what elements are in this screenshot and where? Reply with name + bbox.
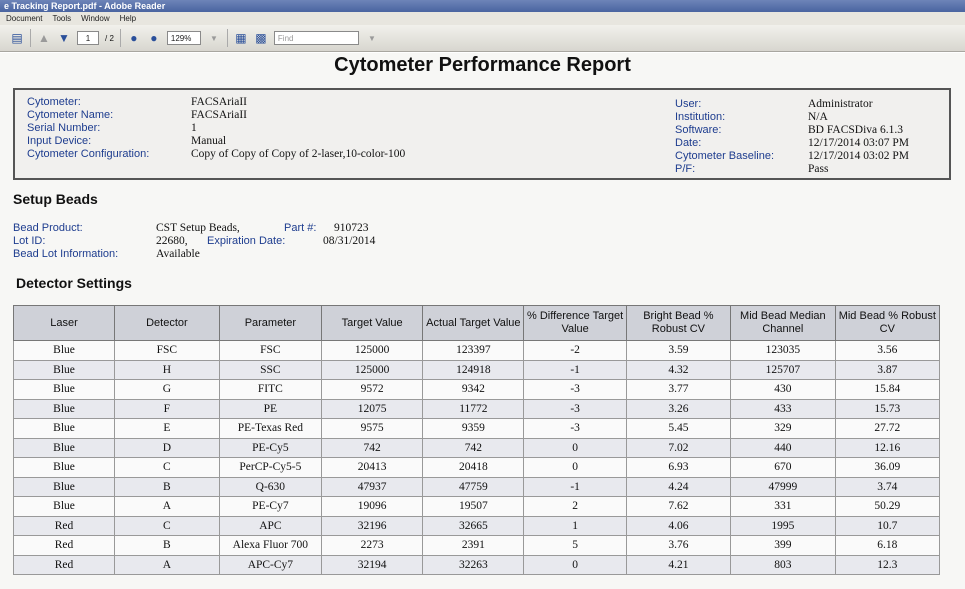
table-cell: 32194 — [322, 555, 423, 575]
bead-product-value: CST Setup Beads, — [156, 222, 240, 234]
table-cell: PE-Texas Red — [219, 419, 321, 439]
table-row — [14, 516, 940, 536]
table-row — [14, 477, 940, 497]
toolbar-separator — [30, 29, 31, 47]
table-cell: 3.76 — [626, 536, 730, 556]
bead-lot-info-value: Available — [156, 248, 200, 260]
menu-document[interactable]: Document — [6, 14, 43, 23]
table-cell: 32263 — [423, 555, 524, 575]
table-cell: 47759 — [423, 477, 524, 497]
table-cell: 3.59 — [626, 341, 730, 361]
table-cell: Blue — [14, 341, 115, 361]
table-cell: 15.84 — [835, 380, 939, 400]
cytometer-name-value: FACSAriaII — [191, 109, 248, 121]
page-number-input[interactable]: 1 — [77, 31, 99, 45]
setup-beads-info — [13, 222, 513, 262]
toolbar — [0, 25, 965, 52]
column-header: Actual Target Value — [423, 306, 524, 341]
table-cell: PE — [219, 399, 321, 419]
column-header: Bright Bead % Robust CV — [626, 306, 730, 341]
expiration-date-label: Expiration Date: — [207, 235, 286, 247]
user-label: User: — [675, 98, 702, 110]
table-cell: 440 — [731, 438, 836, 458]
configuration-value: Copy of Copy of Copy of 2-laser,10-color-100 — [191, 148, 406, 160]
date-label: Date: — [675, 137, 702, 149]
table-row — [14, 419, 940, 439]
pass-fail-value: Pass — [808, 163, 829, 175]
table-cell: 2 — [524, 497, 626, 517]
input-device-value: Manual — [191, 135, 227, 147]
table-cell: APC-Cy7 — [219, 555, 321, 575]
table-cell: B — [115, 536, 220, 556]
table-cell: G — [115, 380, 220, 400]
column-header: Parameter — [219, 306, 321, 341]
baseline-label: Cytometer Baseline: — [675, 150, 775, 162]
table-cell: 32665 — [423, 516, 524, 536]
table-cell: 6.93 — [626, 458, 730, 478]
table-cell: 0 — [524, 438, 626, 458]
table-cell: 47999 — [731, 477, 836, 497]
software-value: BD FACSDiva 6.1.3 — [808, 124, 903, 136]
zoom-dropdown-icon[interactable]: ▼ — [209, 33, 218, 43]
table-cell: 7.62 — [626, 497, 730, 517]
table-cell: 2391 — [423, 536, 524, 556]
table-cell: 9359 — [423, 419, 524, 439]
institution-label: Institution: — [675, 111, 726, 123]
table-cell: E — [115, 419, 220, 439]
user-value: Administrator — [808, 98, 873, 110]
lot-id-label: Lot ID: — [13, 235, 46, 247]
table-cell: Blue — [14, 497, 115, 517]
table-cell: 4.06 — [626, 516, 730, 536]
table-cell: 3.26 — [626, 399, 730, 419]
fit-page-icon[interactable]: ▦ — [235, 31, 247, 45]
detector-settings-heading: Detector Settings — [16, 275, 132, 291]
table-cell: Blue — [14, 399, 115, 419]
menu-window[interactable]: Window — [81, 14, 110, 23]
menu-tools[interactable]: Tools — [52, 14, 72, 23]
table-cell: H — [115, 360, 220, 380]
table-cell: SSC — [219, 360, 321, 380]
pass-fail-label: P/F: — [675, 163, 696, 175]
page-total: / 2 — [105, 33, 114, 43]
setup-beads-heading: Setup Beads — [13, 191, 98, 207]
table-cell: PE-Cy7 — [219, 497, 321, 517]
table-cell: 3.87 — [835, 360, 939, 380]
table-cell: 5 — [524, 536, 626, 556]
table-cell: -1 — [524, 477, 626, 497]
serial-number-value: 1 — [191, 122, 197, 134]
table-cell: Blue — [14, 477, 115, 497]
table-cell: 430 — [731, 380, 836, 400]
input-device-label: Input Device: — [27, 135, 92, 147]
table-cell: 0 — [524, 555, 626, 575]
table-cell: C — [115, 458, 220, 478]
table-cell: 3.77 — [626, 380, 730, 400]
menu-help[interactable]: Help — [119, 14, 137, 23]
table-cell: 2273 — [322, 536, 423, 556]
cytometer-info-box — [13, 88, 951, 180]
serial-number-label: Serial Number: — [27, 122, 101, 134]
table-cell: 19096 — [322, 497, 423, 517]
table-cell: 4.21 — [626, 555, 730, 575]
baseline-value: 12/17/2014 03:02 PM — [808, 150, 909, 162]
table-cell: 125707 — [731, 360, 836, 380]
table-cell: B — [115, 477, 220, 497]
table-cell: 9572 — [322, 380, 423, 400]
table-cell: Red — [14, 516, 115, 536]
detector-table-body — [14, 341, 940, 575]
table-cell: 47937 — [322, 477, 423, 497]
table-cell: 3.74 — [835, 477, 939, 497]
table-cell: 125000 — [322, 360, 423, 380]
table-cell: Alexa Fluor 700 — [219, 536, 321, 556]
table-cell: 36.09 — [835, 458, 939, 478]
table-cell: -2 — [524, 341, 626, 361]
column-header: Mid Bead Median Channel — [731, 306, 836, 341]
institution-value: N/A — [808, 111, 828, 123]
table-cell: APC — [219, 516, 321, 536]
open-file-icon[interactable]: ▤ — [11, 31, 23, 45]
table-header-row — [14, 306, 940, 341]
configuration-label: Cytometer Configuration: — [27, 148, 150, 160]
table-cell: FSC — [219, 341, 321, 361]
zoom-level-input[interactable]: 129% — [167, 31, 201, 45]
table-cell: 7.02 — [626, 438, 730, 458]
column-header: Laser — [14, 306, 115, 341]
table-cell: 433 — [731, 399, 836, 419]
zoom-in-icon[interactable]: ● — [150, 31, 158, 45]
column-header: % Difference Target Value — [524, 306, 626, 341]
table-row — [14, 360, 940, 380]
table-cell: Red — [14, 536, 115, 556]
table-cell: -1 — [524, 360, 626, 380]
table-cell: Blue — [14, 419, 115, 439]
table-cell: 6.18 — [835, 536, 939, 556]
table-cell: 125000 — [322, 341, 423, 361]
table-cell: -3 — [524, 419, 626, 439]
table-row — [14, 497, 940, 517]
table-cell: 803 — [731, 555, 836, 575]
table-cell: A — [115, 497, 220, 517]
table-cell: 331 — [731, 497, 836, 517]
software-label: Software: — [675, 124, 722, 136]
column-header: Detector — [115, 306, 220, 341]
find-dropdown-icon[interactable]: ▼ — [367, 33, 376, 43]
table-cell: 12075 — [322, 399, 423, 419]
table-cell: C — [115, 516, 220, 536]
table-cell: 742 — [423, 438, 524, 458]
bead-lot-info-label: Bead Lot Information: — [13, 248, 119, 260]
window-title: e Tracking Report.pdf - Adobe Reader — [4, 1, 166, 11]
table-cell: 27.72 — [835, 419, 939, 439]
table-cell: 1 — [524, 516, 626, 536]
table-cell: 124918 — [423, 360, 524, 380]
zoom-out-icon[interactable]: ● — [130, 31, 138, 45]
table-row — [14, 555, 940, 575]
bead-product-label: Bead Product: — [13, 222, 83, 234]
window-title-bar — [0, 0, 965, 12]
part-number-value: 910723 — [334, 222, 369, 234]
table-cell: 11772 — [423, 399, 524, 419]
table-cell: Blue — [14, 380, 115, 400]
cytometer-value: FACSAriaII — [191, 96, 248, 108]
table-cell: A — [115, 555, 220, 575]
table-cell: -3 — [524, 380, 626, 400]
find-input[interactable]: Find — [274, 31, 359, 45]
table-cell: 20413 — [322, 458, 423, 478]
date-value: 12/17/2014 03:07 PM — [808, 137, 909, 149]
table-cell: 9342 — [423, 380, 524, 400]
table-row — [14, 399, 940, 419]
column-header: Target Value — [322, 306, 423, 341]
table-cell: 32196 — [322, 516, 423, 536]
table-cell: FITC — [219, 380, 321, 400]
cytometer-name-label: Cytometer Name: — [27, 109, 114, 121]
table-cell: 9575 — [322, 419, 423, 439]
table-cell: 12.3 — [835, 555, 939, 575]
table-cell: 742 — [322, 438, 423, 458]
previous-page-icon[interactable]: ▲ — [38, 31, 50, 45]
table-cell: 19507 — [423, 497, 524, 517]
table-cell: 399 — [731, 536, 836, 556]
lot-id-value: 22680, — [156, 235, 188, 247]
table-row — [14, 341, 940, 361]
table-row — [14, 380, 940, 400]
table-cell: 0 — [524, 458, 626, 478]
table-cell: Blue — [14, 438, 115, 458]
table-row — [14, 458, 940, 478]
part-number-label: Part #: — [284, 222, 317, 234]
table-cell: D — [115, 438, 220, 458]
table-cell: 4.32 — [626, 360, 730, 380]
toolbar-separator — [120, 29, 121, 47]
table-cell: 670 — [731, 458, 836, 478]
table-cell: 329 — [731, 419, 836, 439]
table-cell: 12.16 — [835, 438, 939, 458]
table-cell: 3.56 — [835, 341, 939, 361]
table-cell: 5.45 — [626, 419, 730, 439]
table-cell: Blue — [14, 360, 115, 380]
table-cell: 1995 — [731, 516, 836, 536]
toolbar-separator — [227, 29, 228, 47]
table-cell: -3 — [524, 399, 626, 419]
table-cell: Q-630 — [219, 477, 321, 497]
table-row — [14, 536, 940, 556]
table-cell: Blue — [14, 458, 115, 478]
table-cell: 20418 — [423, 458, 524, 478]
column-header: Mid Bead % Robust CV — [835, 306, 939, 341]
table-cell: 123035 — [731, 341, 836, 361]
table-cell: 50.29 — [835, 497, 939, 517]
next-page-icon[interactable]: ▼ — [58, 31, 70, 45]
table-cell: 4.24 — [626, 477, 730, 497]
table-cell: F — [115, 399, 220, 419]
table-cell: PE-Cy5 — [219, 438, 321, 458]
menu-bar — [0, 12, 965, 25]
table-cell: 123397 — [423, 341, 524, 361]
cytometer-label: Cytometer: — [27, 96, 81, 108]
expiration-date-value: 08/31/2014 — [323, 235, 376, 247]
fit-width-icon[interactable]: ▩ — [255, 31, 267, 45]
table-row — [14, 438, 940, 458]
table-cell: Red — [14, 555, 115, 575]
table-cell: 15.73 — [835, 399, 939, 419]
detector-settings-table — [13, 305, 940, 575]
table-cell: PerCP-Cy5-5 — [219, 458, 321, 478]
report-title: Cytometer Performance Report — [334, 54, 631, 76]
table-cell: FSC — [115, 341, 220, 361]
table-cell: 10.7 — [835, 516, 939, 536]
